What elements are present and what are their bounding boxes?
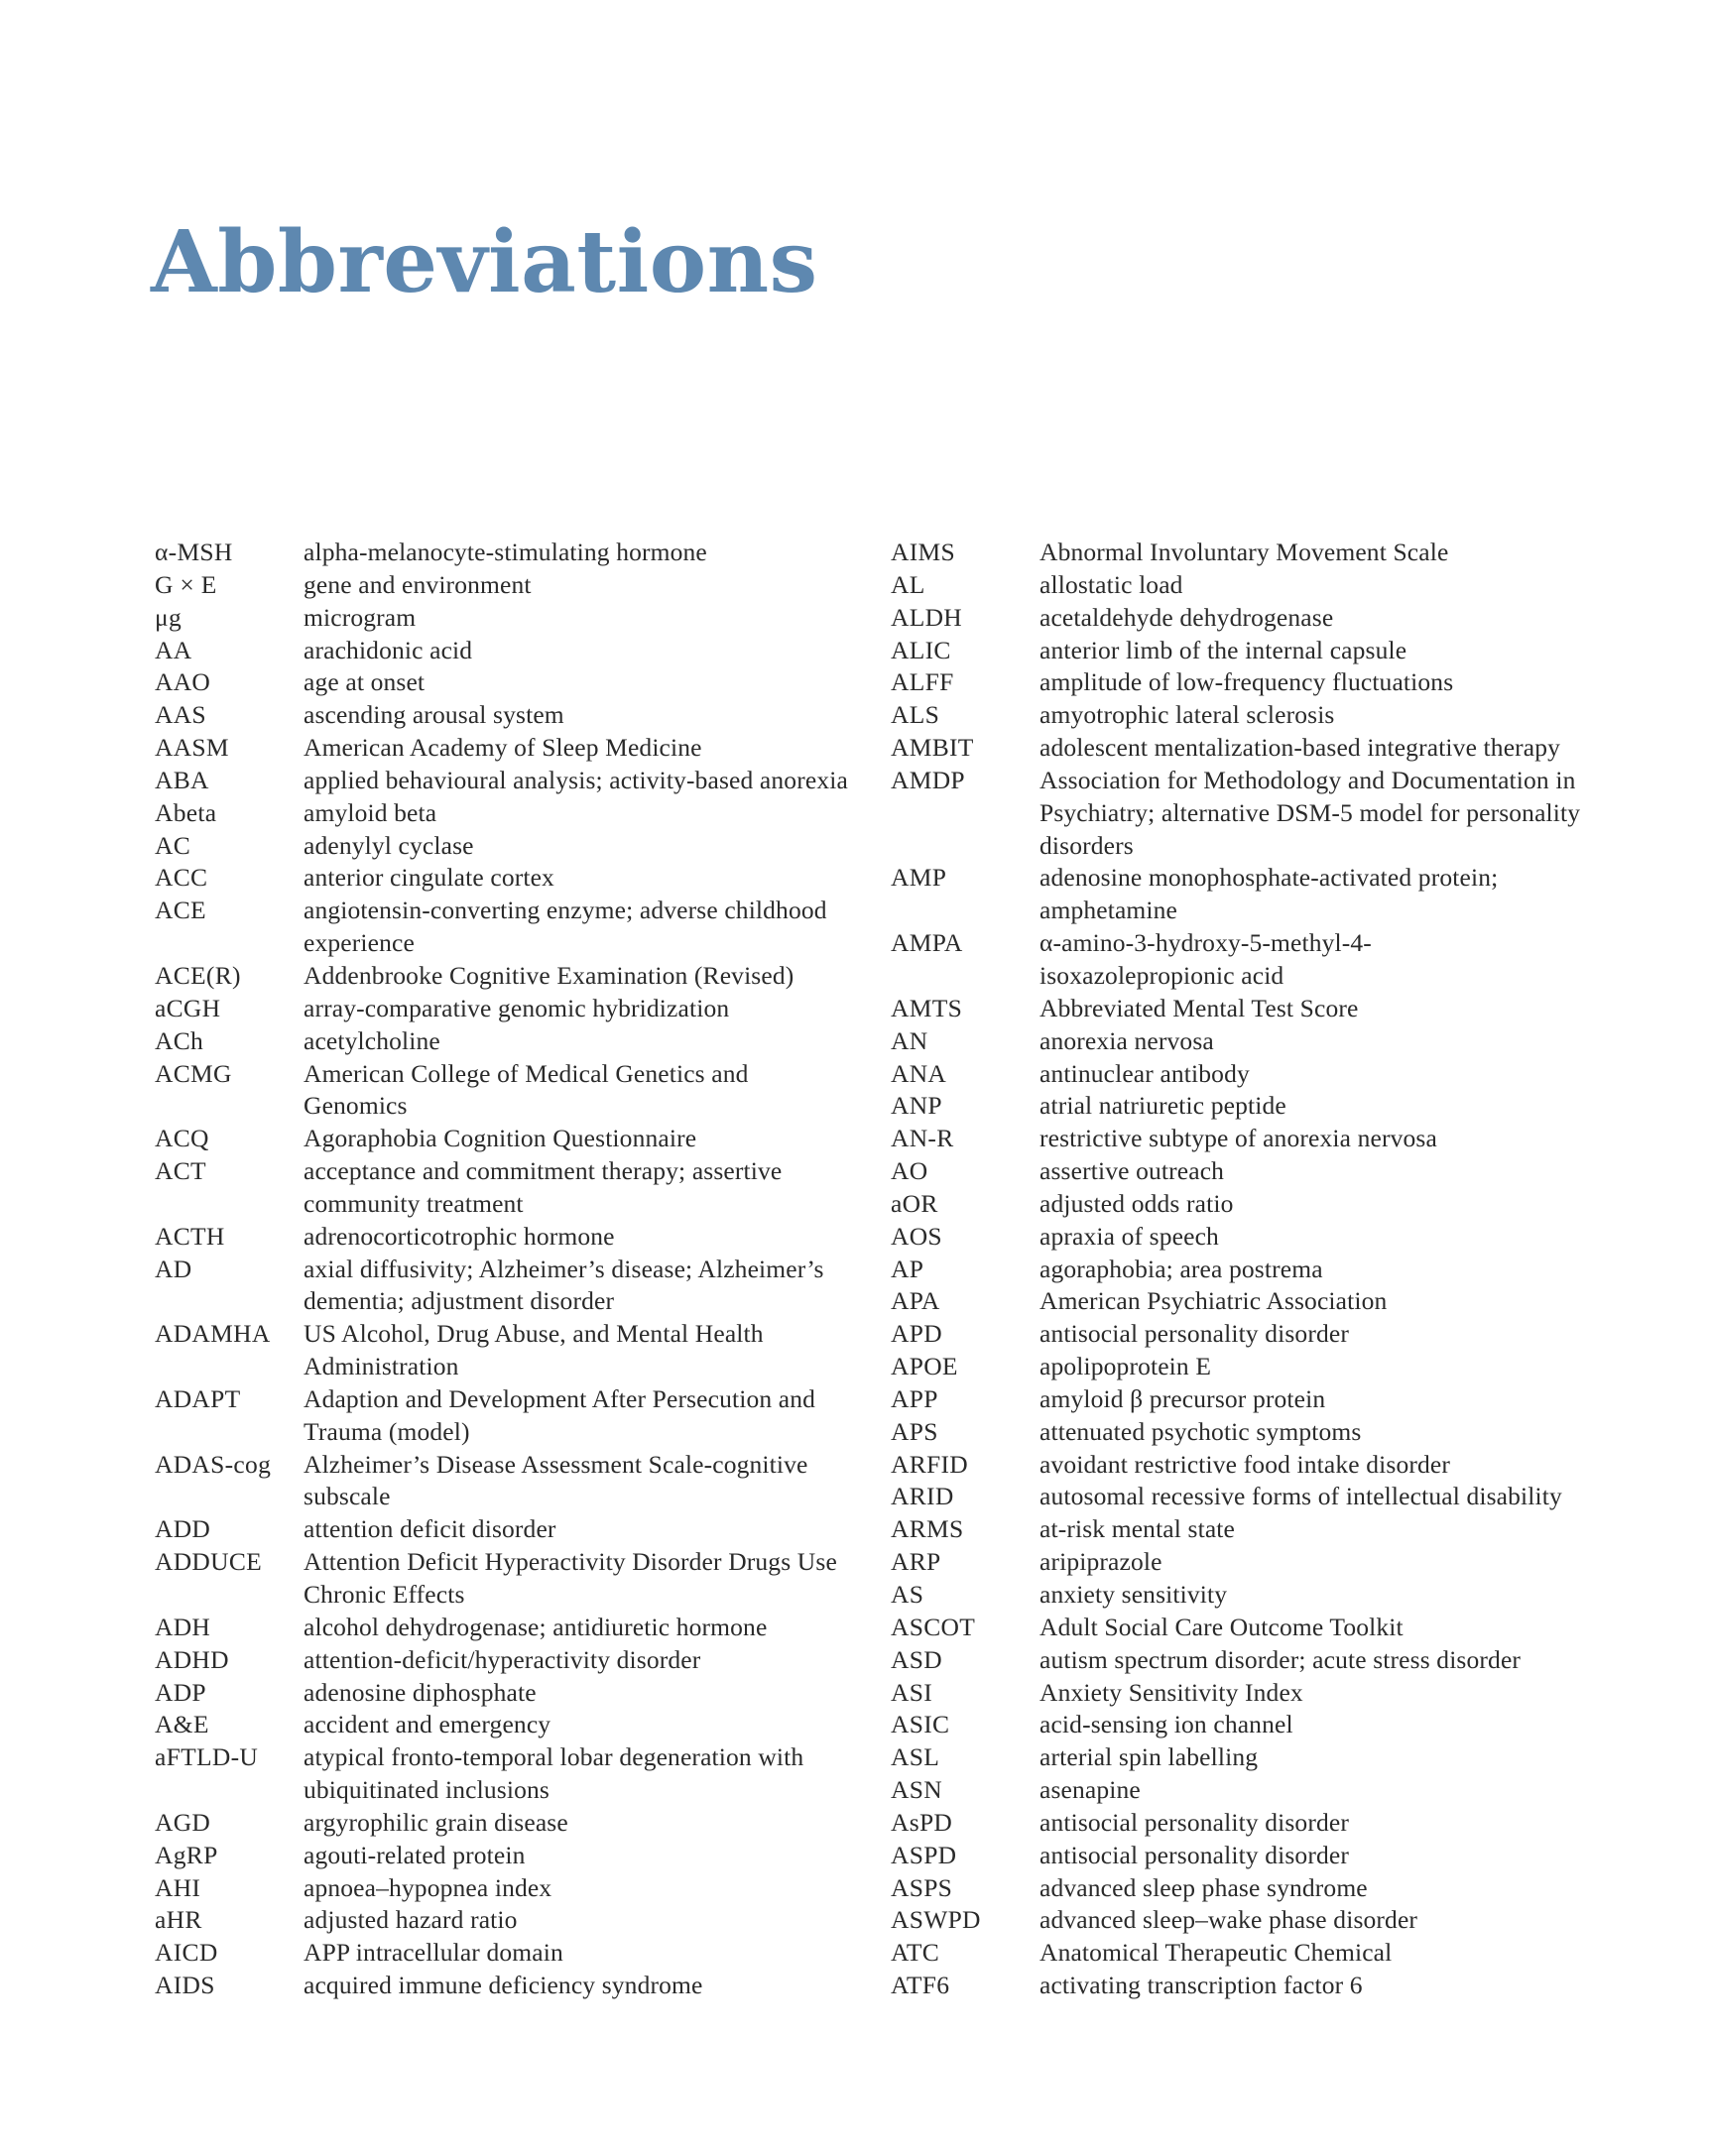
abbreviation-entry xyxy=(155,797,849,830)
abbreviation-definition: agoraphobia; area postrema xyxy=(1039,1254,1323,1283)
abbreviation-definition: adjusted odds ratio xyxy=(1039,1188,1234,1218)
abbreviation-entry xyxy=(155,1904,849,1937)
abbreviation-entry xyxy=(155,895,849,960)
abbreviation-entry xyxy=(155,1644,849,1677)
abbreviation-definition: adenylyl cyclase xyxy=(304,830,474,860)
abbreviation-term: AGD xyxy=(155,1807,211,1837)
abbreviation-term: ADH xyxy=(155,1612,211,1641)
abbreviation-term: AMP xyxy=(891,863,947,893)
abbreviation-entry xyxy=(891,1546,1585,1579)
abbreviation-entry xyxy=(891,1774,1585,1807)
abbreviation-term: ASIC xyxy=(891,1710,950,1739)
abbreviation-definition: apnoea–hypopnea index xyxy=(304,1872,552,1902)
abbreviation-definition: Anxiety Sensitivity Index xyxy=(1039,1677,1303,1707)
abbreviation-term: APD xyxy=(891,1319,942,1349)
abbreviation-definition: apolipoprotein E xyxy=(1039,1352,1212,1381)
abbreviation-definition: atrial natriuretic peptide xyxy=(1039,1091,1286,1121)
abbreviation-entry xyxy=(155,1546,849,1612)
abbreviation-term: AAO xyxy=(155,667,211,697)
abbreviation-term: ACTH xyxy=(155,1221,225,1251)
abbreviation-term: AN xyxy=(891,1025,928,1055)
abbreviation-definition: gene and environment xyxy=(304,569,532,599)
abbreviation-definition: adrenocorticotrophic hormone xyxy=(304,1221,615,1251)
abbreviation-definition: Addenbrooke Cognitive Examination (Revised) xyxy=(304,960,794,990)
abbreviation-definition: Agoraphobia Cognition Questionnaire xyxy=(304,1124,697,1153)
abbreviation-definition: microgram xyxy=(304,602,417,632)
abbreviation-term: AL xyxy=(891,569,925,599)
abbreviation-entry xyxy=(891,1579,1585,1612)
abbreviation-entry xyxy=(155,602,849,635)
abbreviation-definition: age at onset xyxy=(304,667,426,697)
abbreviation-term: ACE xyxy=(155,896,206,925)
abbreviation-entry xyxy=(155,1807,849,1840)
abbreviation-term: ARP xyxy=(891,1547,941,1577)
abbreviation-definition: asenapine xyxy=(1039,1775,1141,1805)
abbreviation-definition: array-comparative genomic hybridization xyxy=(304,993,730,1022)
abbreviation-term: ALDH xyxy=(891,602,963,632)
abbreviation-entry xyxy=(891,1904,1585,1937)
abbreviation-list-right xyxy=(891,537,1585,2002)
abbreviation-entry xyxy=(155,1221,849,1254)
abbreviation-entry xyxy=(155,635,849,667)
abbreviation-term: ALFF xyxy=(891,667,954,697)
abbreviation-term: ACMG xyxy=(155,1058,232,1088)
abbreviation-definition: ascending arousal system xyxy=(304,700,564,730)
abbreviation-entry xyxy=(891,635,1585,667)
abbreviation-definition: American Psychiatric Association xyxy=(1039,1286,1388,1316)
abbreviation-definition: Adaption and Development After Persecution and Trauma (model) xyxy=(304,1383,816,1446)
abbreviation-term: AMPA xyxy=(891,928,963,958)
abbreviation-term: AIDS xyxy=(155,1971,215,2000)
abbreviation-entry xyxy=(891,1644,1585,1677)
abbreviation-definition: adenosine monophosphate-activated protein; amphetamine xyxy=(1039,863,1499,925)
abbreviation-entry xyxy=(891,1937,1585,1970)
abbreviation-entry xyxy=(891,1970,1585,2002)
page-title: Abbreviations xyxy=(151,212,818,312)
abbreviation-definition: anorexia nervosa xyxy=(1039,1025,1214,1055)
abbreviation-entry xyxy=(891,569,1585,602)
abbreviation-entry xyxy=(891,1351,1585,1383)
abbreviation-entry xyxy=(155,960,849,993)
abbreviation-entry xyxy=(891,699,1585,732)
abbreviation-definition: agouti-related protein xyxy=(304,1840,526,1869)
abbreviation-term: ASD xyxy=(891,1644,942,1674)
abbreviation-definition: American Academy of Sleep Medicine xyxy=(304,733,702,763)
abbreviation-entry xyxy=(155,1318,849,1383)
abbreviation-term: ACE(R) xyxy=(155,960,241,990)
abbreviation-entry xyxy=(891,666,1585,699)
abbreviation-term: aOR xyxy=(891,1188,938,1218)
abbreviation-term: APP xyxy=(891,1383,938,1413)
abbreviation-entry xyxy=(155,1254,849,1319)
abbreviation-definition: anxiety sensitivity xyxy=(1039,1580,1228,1609)
abbreviation-definition: α-amino-3-hydroxy-5-methyl-4- isoxazolepropionic acid xyxy=(1039,928,1372,990)
abbreviation-term: AICD xyxy=(155,1938,218,1968)
abbreviation-definition: applied behavioural analysis; activity-based anorexia xyxy=(304,765,848,794)
abbreviation-term: ADAS-cog xyxy=(155,1449,272,1479)
abbreviation-definition: APP intracellular domain xyxy=(304,1938,563,1968)
abbreviation-definition: Attention Deficit Hyperactivity Disorder Drugs Use Chronic Effects xyxy=(304,1547,837,1609)
abbreviation-definition: attention deficit disorder xyxy=(304,1514,556,1544)
abbreviation-definition: assertive outreach xyxy=(1039,1156,1225,1186)
abbreviation-term: AC xyxy=(155,830,191,860)
abbreviation-entry xyxy=(155,993,849,1025)
abbreviation-definition: at-risk mental state xyxy=(1039,1514,1236,1544)
abbreviation-term: ACC xyxy=(155,863,208,893)
abbreviation-entry xyxy=(891,1807,1585,1840)
abbreviation-definition: acetylcholine xyxy=(304,1025,440,1055)
abbreviation-entry xyxy=(891,1513,1585,1546)
abbreviation-term: ASL xyxy=(891,1742,940,1772)
abbreviation-entry xyxy=(891,537,1585,569)
abbreviation-entry xyxy=(891,1155,1585,1188)
abbreviation-term: ATF6 xyxy=(891,1971,950,2000)
abbreviation-entry xyxy=(891,927,1585,993)
abbreviation-definition: axial diffusivity; Alzheimer’s disease; Alzheimer’s dementia; adjustment disorder xyxy=(304,1254,824,1316)
abbreviation-term: ABA xyxy=(155,765,209,794)
abbreviation-definition: accident and emergency xyxy=(304,1710,551,1739)
abbreviation-term: AO xyxy=(891,1156,928,1186)
abbreviation-term: AA xyxy=(155,635,192,664)
abbreviation-definition: argyrophilic grain disease xyxy=(304,1807,568,1837)
abbreviation-definition: attenuated psychotic symptoms xyxy=(1039,1416,1362,1446)
abbreviation-term: ADAPT xyxy=(155,1383,241,1413)
abbreviation-entry xyxy=(891,993,1585,1025)
abbreviation-entry xyxy=(891,1058,1585,1091)
abbreviation-entry xyxy=(891,1677,1585,1710)
abbreviation-definition: acquired immune deficiency syndrome xyxy=(304,1971,703,2000)
abbreviation-entry xyxy=(155,1513,849,1546)
abbreviation-entry xyxy=(155,1677,849,1710)
abbreviation-definition: Alzheimer’s Disease Assessment Scale-cognitive subscale xyxy=(304,1449,808,1511)
abbreviation-term: ACQ xyxy=(155,1124,209,1153)
abbreviation-entry xyxy=(155,1709,849,1741)
abbreviation-definition: arterial spin labelling xyxy=(1039,1742,1259,1772)
abbreviation-definition: atypical fronto-temporal lobar degeneration with ubiquitinated inclusions xyxy=(304,1742,804,1805)
abbreviation-entry xyxy=(891,1612,1585,1644)
abbreviation-definition: antisocial personality disorder xyxy=(1039,1807,1349,1837)
abbreviation-term: ALIC xyxy=(891,635,951,664)
abbreviation-term: AS xyxy=(891,1580,924,1609)
abbreviation-term: AIMS xyxy=(891,538,955,566)
abbreviation-term: AD xyxy=(155,1254,192,1283)
abbreviation-definition: aripiprazole xyxy=(1039,1547,1162,1577)
abbreviation-entry xyxy=(891,862,1585,927)
abbreviation-definition: angiotensin-converting enzyme; adverse childhood experience xyxy=(304,896,827,958)
abbreviation-term: ARMS xyxy=(891,1514,964,1544)
abbreviation-definition: autosomal recessive forms of intellectual disability xyxy=(1039,1482,1562,1511)
abbreviation-entry xyxy=(891,1840,1585,1872)
abbreviation-entry xyxy=(891,1872,1585,1905)
abbreviation-definition: Anatomical Therapeutic Chemical xyxy=(1039,1938,1393,1968)
abbreviation-definition: Abnormal Involuntary Movement Scale xyxy=(1039,538,1449,566)
abbreviation-definition: arachidonic acid xyxy=(304,635,473,664)
abbreviation-term: ANP xyxy=(891,1091,942,1121)
abbreviation-entry xyxy=(155,732,849,765)
abbreviation-entry xyxy=(155,862,849,895)
abbreviation-term: AOS xyxy=(891,1221,942,1251)
abbreviation-term: AMDP xyxy=(891,765,965,794)
abbreviation-term: ADDUCE xyxy=(155,1547,263,1577)
abbreviation-definition: attention-deficit/hyperactivity disorder xyxy=(304,1644,701,1674)
abbreviation-entry xyxy=(891,732,1585,765)
abbreviation-entry xyxy=(155,1449,849,1514)
abbreviation-term: aHR xyxy=(155,1905,202,1935)
abbreviation-term: ACh xyxy=(155,1025,204,1055)
abbreviation-entry xyxy=(155,666,849,699)
abbreviation-term: APA xyxy=(891,1286,940,1316)
abbreviation-entry xyxy=(891,1025,1585,1058)
abbreviation-definition: alpha-melanocyte-stimulating hormone xyxy=(304,538,707,566)
abbreviation-term: ADAMHA xyxy=(155,1319,271,1349)
abbreviation-definition: acetaldehyde dehydrogenase xyxy=(1039,602,1334,632)
abbreviation-term: G × E xyxy=(155,569,217,599)
abbreviation-term: AMTS xyxy=(891,993,963,1022)
abbreviation-term: ARID xyxy=(891,1482,954,1511)
abbreviation-term: ATC xyxy=(891,1938,940,1968)
abbreviation-entry xyxy=(891,1221,1585,1254)
abbreviation-definition: amplitude of low-frequency fluctuations xyxy=(1039,667,1454,697)
abbreviation-definition: allostatic load xyxy=(1039,569,1183,599)
abbreviation-definition: alcohol dehydrogenase; antidiuretic hormone xyxy=(304,1612,768,1641)
abbreviation-entry xyxy=(155,1383,849,1449)
abbreviation-entry xyxy=(155,1840,849,1872)
abbreviation-definition: autism spectrum disorder; acute stress disorder xyxy=(1039,1644,1522,1674)
abbreviation-entry xyxy=(155,1970,849,2002)
abbreviation-entry xyxy=(155,1937,849,1970)
abbreviation-definition: advanced sleep–wake phase disorder xyxy=(1039,1905,1418,1935)
abbreviation-definition: antisocial personality disorder xyxy=(1039,1840,1349,1869)
abbreviation-definition: anterior limb of the internal capsule xyxy=(1039,635,1407,664)
abbreviation-entry xyxy=(155,1612,849,1644)
abbreviation-term: μg xyxy=(155,602,183,632)
abbreviation-term: ASPD xyxy=(891,1840,957,1869)
abbreviation-entry xyxy=(891,602,1585,635)
abbreviation-term: ASI xyxy=(891,1677,932,1707)
abbreviation-definition: Adult Social Care Outcome Toolkit xyxy=(1039,1612,1404,1641)
abbreviation-entry xyxy=(155,569,849,602)
abbreviation-entry xyxy=(155,1741,849,1807)
abbreviation-definition: American College of Medical Genetics and Genomics xyxy=(304,1058,749,1121)
abbreviation-term: ASPS xyxy=(891,1872,953,1902)
abbreviation-definition: activating transcription factor 6 xyxy=(1039,1971,1363,2000)
abbreviation-entry xyxy=(891,1741,1585,1774)
abbreviation-entry xyxy=(891,1449,1585,1482)
abbreviation-entry xyxy=(891,1481,1585,1513)
abbreviation-entry xyxy=(891,1254,1585,1286)
abbreviation-entry xyxy=(891,1188,1585,1221)
abbreviation-definition: US Alcohol, Drug Abuse, and Mental Health Administration xyxy=(304,1319,764,1381)
abbreviation-term: APS xyxy=(891,1416,938,1446)
abbreviation-definition: avoidant restrictive food intake disorder xyxy=(1039,1449,1451,1479)
abbreviation-entry xyxy=(155,1123,849,1155)
abbreviation-definition: amyloid beta xyxy=(304,797,437,827)
abbreviation-term: AN-R xyxy=(891,1124,954,1153)
abbreviation-term: AHI xyxy=(155,1872,201,1902)
abbreviation-definition: adolescent mentalization-based integrative therapy xyxy=(1039,733,1561,763)
abbreviation-definition: advanced sleep phase syndrome xyxy=(1039,1872,1368,1902)
abbreviation-entry xyxy=(155,1025,849,1058)
abbreviation-entry xyxy=(155,765,849,797)
abbreviation-entry xyxy=(891,1709,1585,1741)
abbreviation-entry xyxy=(891,1285,1585,1318)
abbreviation-term: APOE xyxy=(891,1352,958,1381)
abbreviation-term: AAS xyxy=(155,700,206,730)
abbreviation-definition: adenosine diphosphate xyxy=(304,1677,537,1707)
abbreviation-entry xyxy=(155,830,849,863)
abbreviation-entry xyxy=(155,1058,849,1124)
abbreviation-definition: adjusted hazard ratio xyxy=(304,1905,518,1935)
abbreviation-entry xyxy=(155,537,849,569)
abbreviation-entry xyxy=(155,699,849,732)
abbreviation-entry xyxy=(891,1416,1585,1449)
abbreviation-term: A&E xyxy=(155,1710,209,1739)
abbreviation-term: ASWPD xyxy=(891,1905,981,1935)
abbreviation-term: α-MSH xyxy=(155,538,233,566)
abbreviation-list-left xyxy=(155,537,849,2002)
abbreviation-definition: amyloid β precursor protein xyxy=(1039,1383,1326,1413)
abbreviation-entry xyxy=(891,1318,1585,1351)
abbreviation-term: aFTLD-U xyxy=(155,1742,259,1772)
abbreviation-definition: acid-sensing ion channel xyxy=(1039,1710,1293,1739)
abbreviation-definition: Association for Methodology and Documentation in Psychiatry; alternative DSM-5 model for personality disorders xyxy=(1039,765,1581,860)
abbreviation-term: aCGH xyxy=(155,993,221,1022)
abbreviation-term: Abeta xyxy=(155,797,217,827)
abbreviation-definition: acceptance and commitment therapy; assertive community treatment xyxy=(304,1156,783,1218)
abbreviation-term: ADD xyxy=(155,1514,211,1544)
abbreviation-entry xyxy=(155,1155,849,1221)
abbreviation-definition: apraxia of speech xyxy=(1039,1221,1219,1251)
abbreviation-term: AASM xyxy=(155,733,229,763)
abbreviation-term: AgRP xyxy=(155,1840,218,1869)
abbreviation-entry xyxy=(891,765,1585,863)
abbreviation-entry xyxy=(891,1383,1585,1416)
abbreviation-term: ACT xyxy=(155,1156,206,1186)
abbreviation-definition: Abbreviated Mental Test Score xyxy=(1039,993,1359,1022)
abbreviation-definition: anterior cingulate cortex xyxy=(304,863,554,893)
abbreviation-term: AsPD xyxy=(891,1807,953,1837)
abbreviation-entry xyxy=(891,1090,1585,1123)
abbreviation-term: AP xyxy=(891,1254,924,1283)
abbreviation-definition: restrictive subtype of anorexia nervosa xyxy=(1039,1124,1437,1153)
abbreviation-term: ARFID xyxy=(891,1449,969,1479)
abbreviation-term: ALS xyxy=(891,700,940,730)
abbreviation-term: AMBIT xyxy=(891,733,974,763)
abbreviation-entry xyxy=(891,1123,1585,1155)
abbreviation-definition: antinuclear antibody xyxy=(1039,1058,1250,1088)
abbreviation-term: ASCOT xyxy=(891,1612,976,1641)
abbreviation-definition: amyotrophic lateral sclerosis xyxy=(1039,700,1335,730)
abbreviation-entry xyxy=(155,1872,849,1905)
abbreviation-term: ASN xyxy=(891,1775,942,1805)
abbreviation-term: ANA xyxy=(891,1058,947,1088)
abbreviation-term: ADP xyxy=(155,1677,206,1707)
abbreviation-definition: antisocial personality disorder xyxy=(1039,1319,1349,1349)
abbreviation-term: ADHD xyxy=(155,1644,229,1674)
